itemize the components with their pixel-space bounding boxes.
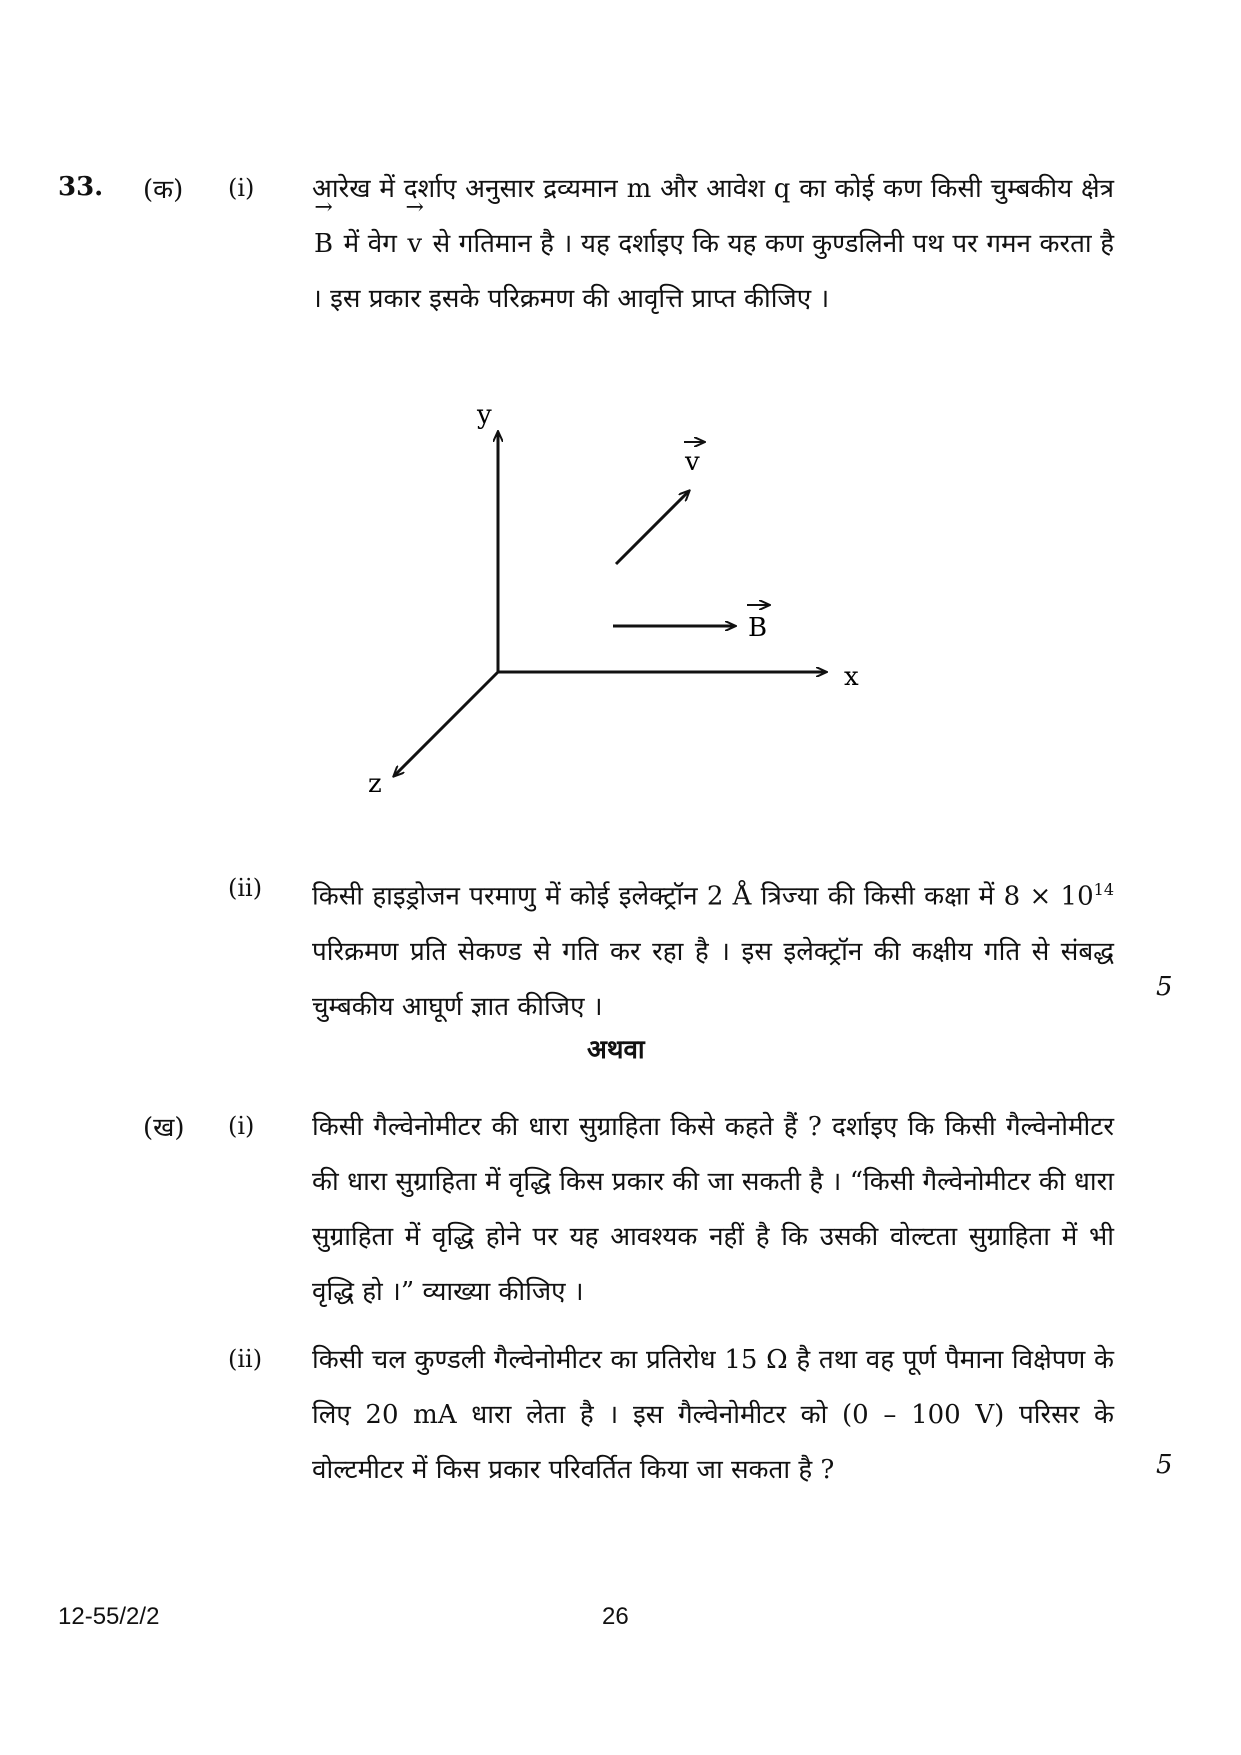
exponent: 14 xyxy=(1093,880,1114,899)
velocity-vector-arrow xyxy=(616,491,689,564)
marks-part-b: 5 xyxy=(1156,1450,1173,1480)
part-a-i-text-mid: में वेग xyxy=(335,229,406,259)
part-b-ii-label: (ii) xyxy=(228,1345,263,1373)
marks-part-a: 5 xyxy=(1156,972,1173,1002)
part-a-i-text-start: आरेख में दर्शाए अनुसार द्रव्यमान m और आवेश q का कोई कण किसी चुम्बकीय क्षेत्र xyxy=(312,174,1114,204)
velocity-vector-label: v xyxy=(685,447,700,477)
page-number: 26 xyxy=(602,1603,629,1630)
z-axis-line xyxy=(394,672,498,776)
part-a-ii-text xyxy=(312,862,1114,1035)
z-axis-label: z xyxy=(368,769,382,799)
part-a-i-label: (i) xyxy=(228,174,255,202)
field-vector-label: B xyxy=(748,613,768,643)
vector-b-symbol: → B xyxy=(312,217,335,272)
part-b-ii-text: किसी चल कुण्डली गैल्वेनोमीटर का प्रतिरोध 15 Ω है तथा वह पूर्ण पैमाना विक्षेपण के लिए 20 mA धारा लेता है । इस गैल्वेनोमीटर को (0 – 100 V) परिसर के वोल्टमीटर में किस प्रकार परिवर्तित किया जा सकता है ? xyxy=(312,1345,1114,1485)
part-b-label: (ख) xyxy=(143,1113,185,1143)
part-a-label: (क) xyxy=(143,175,184,205)
part-a-i-text-end: से गतिमान है । यह दर्शाइए कि यह कण कुण्डलिनी पथ पर गमन करता है । इस प्रकार इसके परिक्रमण की आवृत्ति प्राप्त कीजिए । xyxy=(312,229,1114,314)
part-b-i-label: (i) xyxy=(228,1112,255,1140)
vector-v-symbol: → v xyxy=(405,217,424,272)
part-a-ii-text-end: परिक्रमण प्रति सेकण्ड से गति कर रहा है । इस इलेक्ट्रॉन की कक्षीय गति से संबद्ध चुम्बकीय आघूर्ण ज्ञात कीजिए । xyxy=(312,936,1114,1022)
axes-diagram xyxy=(350,390,870,810)
part-a-i-text xyxy=(312,162,1114,327)
y-axis-label: y xyxy=(477,400,492,430)
or-heading: अथवा xyxy=(587,1035,645,1065)
paper-code: 12-55/2/2 xyxy=(58,1603,160,1630)
x-axis-label: x xyxy=(844,662,859,692)
part-b-i-text: किसी गैल्वेनोमीटर की धारा सुग्राहिता किसे कहते हैं ? दर्शाइए कि किसी गैल्वेनोमीटर की धारा सुग्राहिता में वृद्धि किस प्रकार की जा सकती है । “किसी गैल्वेनोमीटर की धारा सुग्राहिता में वृद्धि होने पर यह आवश्यक नहीं है कि उसकी वोल्टता सुग्राहिता में भी वृद्धि हो ।” व्याख्या कीजिए । xyxy=(312,1112,1114,1307)
part-a-ii-label: (ii) xyxy=(228,874,263,902)
question-number: 33. xyxy=(58,172,104,202)
part-a-ii-text-start: किसी हाइड्रोजन परमाणु में कोई इलेक्ट्रॉन 2 Å त्रिज्या की किसी कक्षा में 8 × 10 xyxy=(312,881,1094,912)
